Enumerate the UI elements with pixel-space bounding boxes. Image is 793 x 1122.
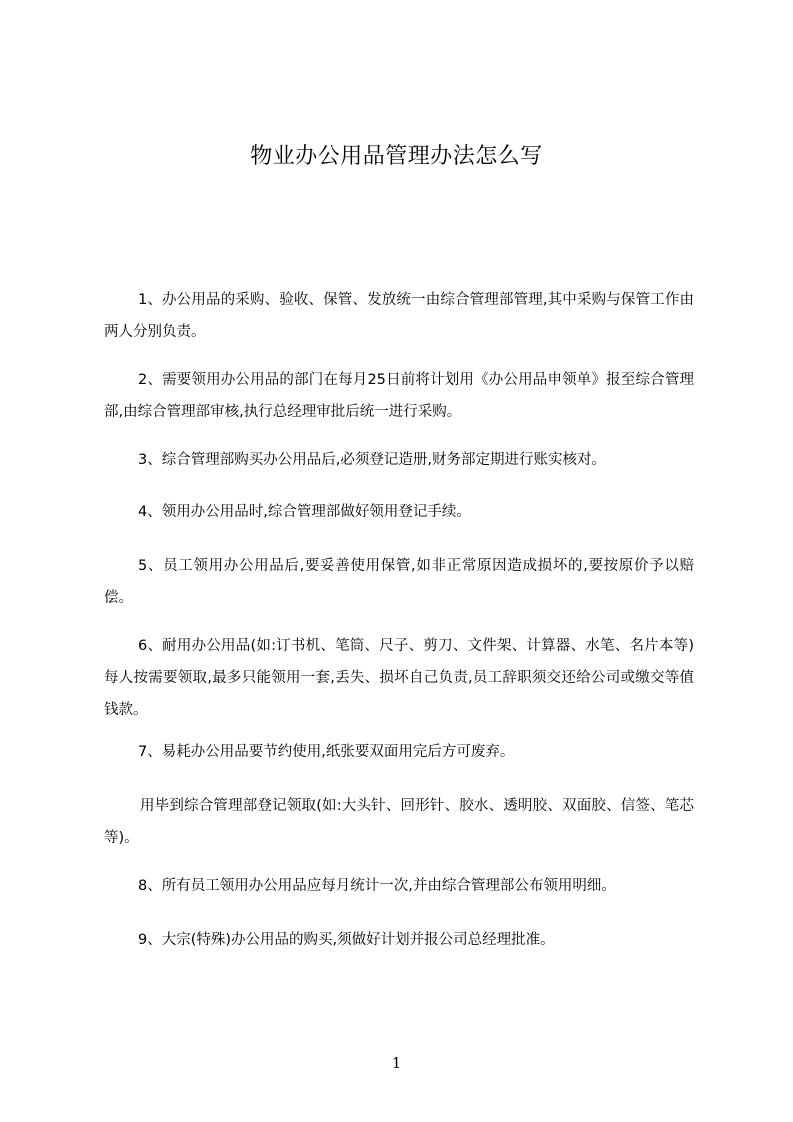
paragraph-8: 8、所有员工领用办公用品应每月统计一次,并由综合管理部公布领用明细。 [138,878,616,894]
paragraph-3: 3、综合管理部购买办公用品后,必须登记造册,财务部定期进行账实核对。 [138,452,606,468]
paragraph-5: 5、员工领用办公用品后,要妥善使用保管,如非正常原因造成损坏的,要按原价予以赔偿。 [104,558,694,606]
paragraph-9: 9、大宗(特殊)办公用品的购买,须做好计划并报公司总经理批准。 [138,932,555,948]
page-number: 1 [391,1054,402,1072]
document-title: 物业办公用品管理办法怎么写 [250,144,543,169]
paragraph-2: 2、需要领用办公用品的部门在每月25日前将计划用《办公用品申领单》报至综合管理部,由综合管理部审核,执行总经理审批后统一进行采购。 [104,372,694,420]
paragraph-7: 7、易耗办公用品要节约使用,纸张要双面用完后方可废弃。 [138,744,515,760]
paragraph-1: 1、办公用品的采购、验收、保管、发放统一由综合管理部管理,其中采购与保管工作由两人分别负责。 [104,292,694,340]
paragraph-4: 4、领用办公用品时,综合管理部做好领用登记手续。 [138,504,471,520]
paragraph-7-continued: 用毕到综合管理部登记领取(如:大头针、回形针、胶水、透明胶、双面胶、信签、笔芯等)。 [104,798,694,846]
paragraph-6: 6、耐用办公用品(如:订书机、笔筒、尺子、剪刀、文件架、计算器、水笔、名片本等)每人按需要领取,最多只能领用一套,丢失、损坏自己负责,员工辞职须交还给公司或缴交等值钱款。 [104,638,694,718]
